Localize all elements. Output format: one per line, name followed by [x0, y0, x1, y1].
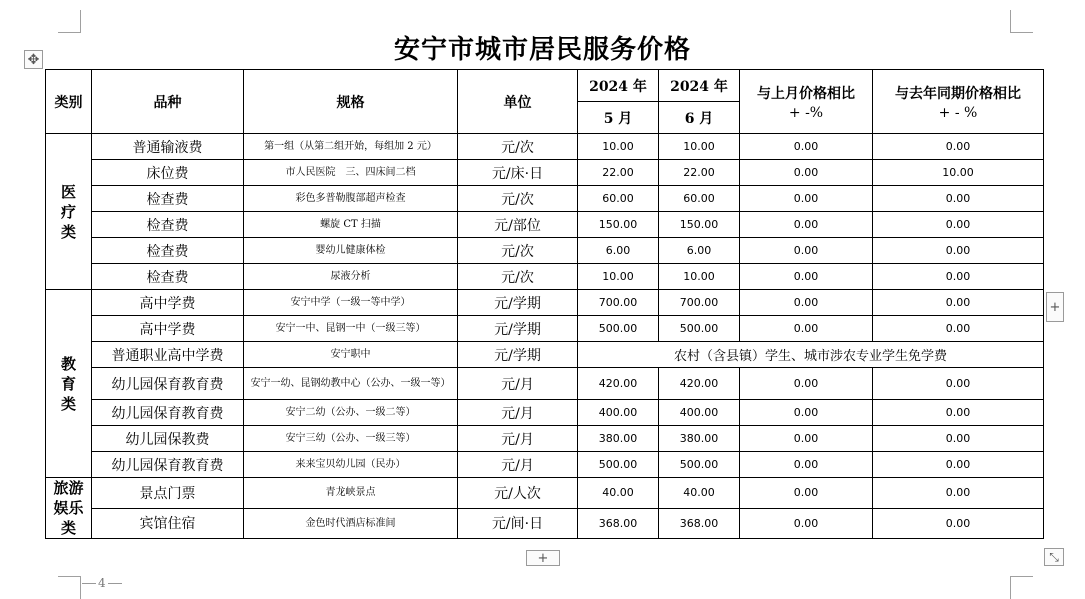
spec-cell: 尿液分析 — [244, 264, 458, 290]
mom-change-cell: 0.00 — [740, 160, 873, 186]
yoy-change-cell: 0.00 — [873, 400, 1044, 426]
table-move-handle-icon[interactable]: ✥ — [24, 50, 43, 69]
mom-change-cell: 0.00 — [740, 134, 873, 160]
yoy-change-cell: 0.00 — [873, 264, 1044, 290]
crop-mark-bottom-right — [1010, 576, 1033, 599]
note-cell: 农村（含县镇）学生、城市涉农专业学生免学费 — [578, 342, 1044, 368]
header-mom-line2: + -% — [788, 104, 824, 121]
table-row — [46, 452, 1044, 478]
item-cell: 床位费 — [92, 160, 244, 186]
may-price-cell: 400.00 — [578, 400, 659, 426]
mom-change-cell: 0.00 — [740, 212, 873, 238]
may-price-cell: 22.00 — [578, 160, 659, 186]
header-jun: 6 月 — [659, 102, 740, 134]
table-row — [46, 316, 1044, 342]
table-row — [46, 264, 1044, 290]
jun-price-cell: 500.00 — [659, 452, 740, 478]
jun-price-cell: 400.00 — [659, 400, 740, 426]
unit-cell: 元/次 — [458, 264, 578, 290]
table-row — [46, 400, 1044, 426]
table-resize-icon[interactable]: ⤡ — [1044, 548, 1064, 566]
item-cell: 检查费 — [92, 186, 244, 212]
item-cell: 检查费 — [92, 212, 244, 238]
table-row — [46, 186, 1044, 212]
jun-price-cell: 150.00 — [659, 212, 740, 238]
spec-cell: 来来宝贝幼儿园（民办） — [244, 452, 458, 478]
mom-change-cell: 0.00 — [740, 238, 873, 264]
header-year-may: 2024 年 — [578, 70, 659, 102]
spec-cell: 彩色多普勒腹部超声检查 — [244, 186, 458, 212]
mom-change-cell: 0.00 — [740, 290, 873, 316]
may-price-cell: 500.00 — [578, 316, 659, 342]
may-price-cell: 700.00 — [578, 290, 659, 316]
header-unit: 单位 — [458, 70, 578, 134]
jun-price-cell: 500.00 — [659, 316, 740, 342]
spec-cell: 安宁一中、昆钢一中（一级三等） — [244, 316, 458, 342]
spec-cell: 第一组（从第二组开始，每组加 2 元） — [244, 134, 458, 160]
add-column-button[interactable]: + — [1046, 292, 1064, 322]
price-table — [45, 69, 1044, 539]
yoy-change-cell: 0.00 — [873, 238, 1044, 264]
jun-price-cell: 420.00 — [659, 368, 740, 400]
spec-cell: 市人民医院 三、四床间二档 — [244, 160, 458, 186]
category-cell: 旅游 娱乐 类 — [46, 478, 92, 539]
spec-cell: 金色时代酒店标准间 — [244, 508, 458, 539]
jun-price-cell: 700.00 — [659, 290, 740, 316]
item-cell: 普通输液费 — [92, 134, 244, 160]
spec-cell: 安宁一幼、昆钢幼教中心（公办、一级一等） — [244, 368, 458, 400]
mom-change-cell: 0.00 — [740, 400, 873, 426]
crop-mark-top-right — [1010, 10, 1033, 33]
jun-price-cell: 10.00 — [659, 264, 740, 290]
unit-cell: 元/学期 — [458, 342, 578, 368]
spec-cell: 安宁职中 — [244, 342, 458, 368]
spec-cell: 青龙峡景点 — [244, 478, 458, 509]
header-mom-line1: 与上月价格相比 — [757, 85, 855, 102]
table-row — [46, 160, 1044, 186]
may-price-cell: 420.00 — [578, 368, 659, 400]
table-row — [46, 426, 1044, 452]
table-row — [46, 508, 1044, 539]
may-price-cell: 10.00 — [578, 264, 659, 290]
item-cell: 幼儿园保教费 — [92, 426, 244, 452]
mom-change-cell: 0.00 — [740, 452, 873, 478]
table-row — [46, 478, 1044, 509]
item-cell: 普通职业高中学费 — [92, 342, 244, 368]
unit-cell: 元/学期 — [458, 316, 578, 342]
header-yoy — [873, 70, 1044, 134]
table-row — [46, 290, 1044, 316]
unit-cell: 元/次 — [458, 238, 578, 264]
item-cell: 宾馆住宿 — [92, 508, 244, 539]
add-row-button[interactable]: + — [526, 550, 560, 566]
unit-cell: 元/月 — [458, 426, 578, 452]
item-cell: 幼儿园保育教育费 — [92, 400, 244, 426]
mom-change-cell: 0.00 — [740, 478, 873, 509]
header-year-jun: 2024 年 — [659, 70, 740, 102]
item-cell: 幼儿园保育教育费 — [92, 368, 244, 400]
jun-price-cell: 10.00 — [659, 134, 740, 160]
header-may: 5 月 — [578, 102, 659, 134]
item-cell: 高中学费 — [92, 290, 244, 316]
may-price-cell: 60.00 — [578, 186, 659, 212]
unit-cell: 元/间·日 — [458, 508, 578, 539]
yoy-change-cell: 10.00 — [873, 160, 1044, 186]
yoy-change-cell: 0.00 — [873, 186, 1044, 212]
crop-mark-top-left — [58, 10, 81, 33]
may-price-cell: 10.00 — [578, 134, 659, 160]
may-price-cell: 150.00 — [578, 212, 659, 238]
header-yoy-line1: 与去年同期价格相比 — [895, 85, 1021, 102]
yoy-change-cell: 0.00 — [873, 426, 1044, 452]
table-row — [46, 368, 1044, 400]
yoy-change-cell: 0.00 — [873, 452, 1044, 478]
unit-cell: 元/月 — [458, 452, 578, 478]
item-cell: 检查费 — [92, 238, 244, 264]
may-price-cell: 368.00 — [578, 508, 659, 539]
may-price-cell: 380.00 — [578, 426, 659, 452]
mom-change-cell: 0.00 — [740, 264, 873, 290]
unit-cell: 元/次 — [458, 134, 578, 160]
jun-price-cell: 22.00 — [659, 160, 740, 186]
unit-cell: 元/学期 — [458, 290, 578, 316]
yoy-change-cell: 0.00 — [873, 508, 1044, 539]
mom-change-cell: 0.00 — [740, 186, 873, 212]
item-cell: 幼儿园保育教育费 — [92, 452, 244, 478]
unit-cell: 元/次 — [458, 186, 578, 212]
header-yoy-line2: + - % — [938, 104, 978, 121]
mom-change-cell: 0.00 — [740, 368, 873, 400]
spec-cell: 螺旋 CT 扫描 — [244, 212, 458, 238]
unit-cell: 元/部位 — [458, 212, 578, 238]
may-price-cell: 6.00 — [578, 238, 659, 264]
category-cell: 医 疗 类 — [46, 134, 92, 290]
header-spec: 规格 — [244, 70, 458, 134]
jun-price-cell: 6.00 — [659, 238, 740, 264]
yoy-change-cell: 0.00 — [873, 316, 1044, 342]
mom-change-cell: 0.00 — [740, 426, 873, 452]
item-cell: 检查费 — [92, 264, 244, 290]
category-cell: 教 育 类 — [46, 290, 92, 478]
may-price-cell: 500.00 — [578, 452, 659, 478]
spec-cell: 安宁三幼（公办、一级三等） — [244, 426, 458, 452]
table-row — [46, 342, 1044, 368]
mom-change-cell: 0.00 — [740, 316, 873, 342]
table-row — [46, 212, 1044, 238]
yoy-change-cell: 0.00 — [873, 368, 1044, 400]
unit-cell: 元/床·日 — [458, 160, 578, 186]
header-category: 类别 — [46, 70, 92, 134]
header-item: 品种 — [92, 70, 244, 134]
yoy-change-cell: 0.00 — [873, 478, 1044, 509]
spec-cell: 安宁中学（一级一等中学） — [244, 290, 458, 316]
spec-cell: 安宁二幼（公办、一级二等） — [244, 400, 458, 426]
crop-mark-bottom-left — [58, 576, 81, 599]
header-mom — [740, 70, 873, 134]
jun-price-cell: 40.00 — [659, 478, 740, 509]
page-number: 4 — [80, 576, 124, 590]
mom-change-cell: 0.00 — [740, 508, 873, 539]
jun-price-cell: 60.00 — [659, 186, 740, 212]
unit-cell: 元/月 — [458, 368, 578, 400]
table-row — [46, 238, 1044, 264]
item-cell: 高中学费 — [92, 316, 244, 342]
yoy-change-cell: 0.00 — [873, 290, 1044, 316]
jun-price-cell: 368.00 — [659, 508, 740, 539]
spec-cell: 婴幼儿健康体检 — [244, 238, 458, 264]
unit-cell: 元/月 — [458, 400, 578, 426]
yoy-change-cell: 0.00 — [873, 134, 1044, 160]
unit-cell: 元/人次 — [458, 478, 578, 509]
jun-price-cell: 380.00 — [659, 426, 740, 452]
table-row — [46, 134, 1044, 160]
may-price-cell: 40.00 — [578, 478, 659, 509]
document-title: 安宁市城市居民服务价格 — [393, 35, 691, 65]
yoy-change-cell: 0.00 — [873, 212, 1044, 238]
item-cell: 景点门票 — [92, 478, 244, 509]
